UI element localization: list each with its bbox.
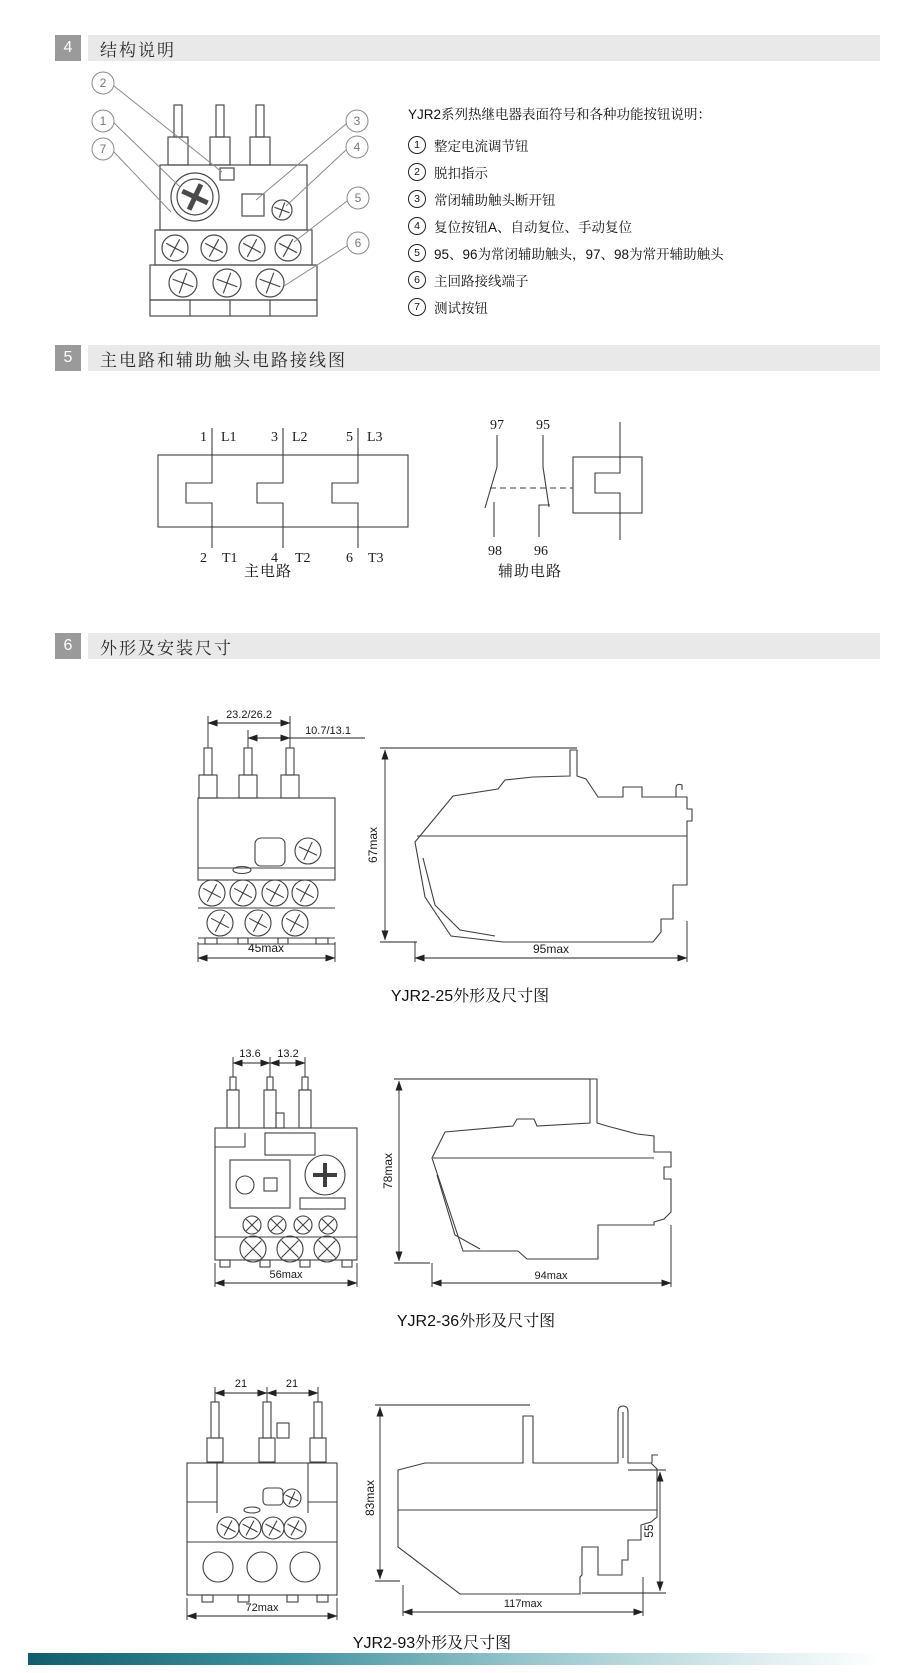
dim-front-width: 45max xyxy=(247,941,285,955)
dim-lines xyxy=(394,1079,671,1287)
dim-pin-span: 21 xyxy=(234,1378,248,1390)
aux-circuit-caption: 辅助电路 xyxy=(497,563,562,580)
dim-side-width: 117max xyxy=(503,1598,543,1610)
terminal-2: 2 xyxy=(200,551,207,566)
yjr2-25-side-view xyxy=(355,690,700,980)
aux-terminal-95: 95 xyxy=(536,418,550,433)
drawing2-caption: YJR2-36外形及尺寸图 xyxy=(396,1313,556,1330)
terminal-L1: L1 xyxy=(221,430,237,445)
section6-number: 6 xyxy=(63,637,73,654)
current-dial xyxy=(171,173,219,221)
dim-pin-pitch: 21 xyxy=(285,1378,299,1390)
dim-pin-pitch: 13.2 xyxy=(277,1048,299,1060)
callout-5: 5 xyxy=(354,191,362,205)
callout-1: 1 xyxy=(99,114,107,128)
callout-2: 2 xyxy=(99,76,107,90)
yjr2-36-front-view xyxy=(200,1035,375,1295)
section4-number: 4 xyxy=(63,39,73,56)
yjr2-25-front-view xyxy=(150,690,380,980)
drawing1-caption: YJR2-25外形及尺寸图 xyxy=(390,988,550,1005)
footer-gradient-bar xyxy=(28,1653,882,1665)
callout-6: 6 xyxy=(354,236,362,250)
callout-leader-lines xyxy=(92,72,369,286)
note-text-3: 常闭辅助触头断开钮 xyxy=(434,192,556,208)
terminal-1: 1 xyxy=(200,430,207,445)
section4-number-badge xyxy=(55,35,81,61)
dim-front-width: 72max xyxy=(245,1602,279,1614)
yjr2-93-side-view xyxy=(363,1370,700,1620)
trip-indicator xyxy=(220,168,234,180)
note-item-3 xyxy=(408,185,724,212)
note-num-3: 3 xyxy=(408,190,426,208)
note-text-4: 复位按钮A、自动复位、手动复位 xyxy=(434,219,633,235)
note-num-4: 4 xyxy=(408,217,426,235)
section6-number-badge xyxy=(55,633,81,659)
relay-body xyxy=(150,105,317,316)
note-text-1: 整定电流调节钮 xyxy=(434,138,529,154)
note-item-6 xyxy=(408,266,724,293)
dim-front-width: 56max xyxy=(269,1269,303,1281)
relay-base xyxy=(150,300,317,316)
section5-number: 5 xyxy=(63,349,73,366)
section6-title: 外形及安装尺寸 xyxy=(100,638,233,658)
front-outline xyxy=(198,748,335,944)
dim-side-width: 95max xyxy=(532,942,570,956)
dim-pin-pitch: 10.7/13.1 xyxy=(305,725,351,737)
aux-circuit-diagram xyxy=(455,395,655,570)
dim-pin-span: 13.6 xyxy=(239,1048,261,1060)
section5-number-badge xyxy=(55,345,81,371)
dim-height: 83max xyxy=(363,1479,377,1517)
terminal-T2: T2 xyxy=(295,551,311,566)
note-item-7 xyxy=(408,293,724,320)
main-circuit-diagram xyxy=(140,420,420,570)
section4-note-list xyxy=(408,131,724,320)
note-item-1 xyxy=(408,131,724,158)
section5-title: 主电路和辅助触头电路接线图 xyxy=(100,350,347,370)
dim-height: 67max xyxy=(366,826,380,864)
dim-side-height: 55 xyxy=(642,1524,656,1538)
section5-header-bar xyxy=(88,345,880,371)
callout-numbers xyxy=(100,76,362,250)
front-outline xyxy=(187,1402,337,1602)
note-text-2: 脱扣指示 xyxy=(434,165,488,181)
front-outline xyxy=(215,1077,357,1267)
section4-title: 结构说明 xyxy=(100,40,176,60)
main-circuit-caption: 主电路 xyxy=(243,563,292,580)
callout-7: 7 xyxy=(99,142,107,156)
dim-height: 78max xyxy=(381,1152,395,1190)
terminal-T3: T3 xyxy=(368,551,384,566)
terminal-T1: T1 xyxy=(222,551,238,566)
section4-header-bar xyxy=(88,35,880,61)
terminal-6: 6 xyxy=(346,551,353,566)
yjr2-93-front-view xyxy=(180,1370,385,1625)
note-num-6: 6 xyxy=(408,271,426,289)
aux-terminal-98: 98 xyxy=(488,544,502,559)
aux-terminal-97: 97 xyxy=(490,418,504,433)
drawing3-caption: YJR2-93外形及尺寸图 xyxy=(352,1635,512,1652)
terminal-L3: L3 xyxy=(367,430,383,445)
note-item-4 xyxy=(408,212,724,239)
terminal-4: 4 xyxy=(271,551,278,566)
note-item-2 xyxy=(408,158,724,185)
relay-top-pins xyxy=(168,105,270,165)
terminal-5: 5 xyxy=(346,430,353,445)
note-text-7: 测试按钮 xyxy=(434,300,488,316)
note-item-5 xyxy=(408,239,724,266)
note-num-5: 5 xyxy=(408,244,426,262)
side-outline xyxy=(398,1406,658,1594)
terminal-3: 3 xyxy=(271,430,278,445)
side-outline xyxy=(432,1079,671,1259)
relay-structure-diagram xyxy=(70,60,380,325)
side-outline xyxy=(415,750,692,942)
callout-4: 4 xyxy=(353,140,361,154)
note-text-6: 主回路接线端子 xyxy=(434,273,529,289)
yjr2-36-side-view xyxy=(381,1035,680,1295)
main-circuit-labels xyxy=(200,430,384,566)
dim-pin-span: 23.2/26.2 xyxy=(226,709,272,721)
section4-intro: YJR2系列热继电器表面符号和各种功能按钮说明： xyxy=(408,107,712,122)
section6-header-bar xyxy=(88,633,880,659)
terminal-L2: L2 xyxy=(292,430,308,445)
dim-side-width: 94max xyxy=(534,1270,568,1282)
callout-3: 3 xyxy=(353,114,361,128)
note-text-5: 95、96为常闭辅助触头，97、98为常开辅助触头 xyxy=(434,246,724,262)
dim-lines xyxy=(380,748,687,962)
note-num-1: 1 xyxy=(408,136,426,154)
note-num-2: 2 xyxy=(408,163,426,181)
note-num-7: 7 xyxy=(408,298,426,316)
stop-button xyxy=(242,194,264,216)
aux-terminal-96: 96 xyxy=(534,544,548,559)
